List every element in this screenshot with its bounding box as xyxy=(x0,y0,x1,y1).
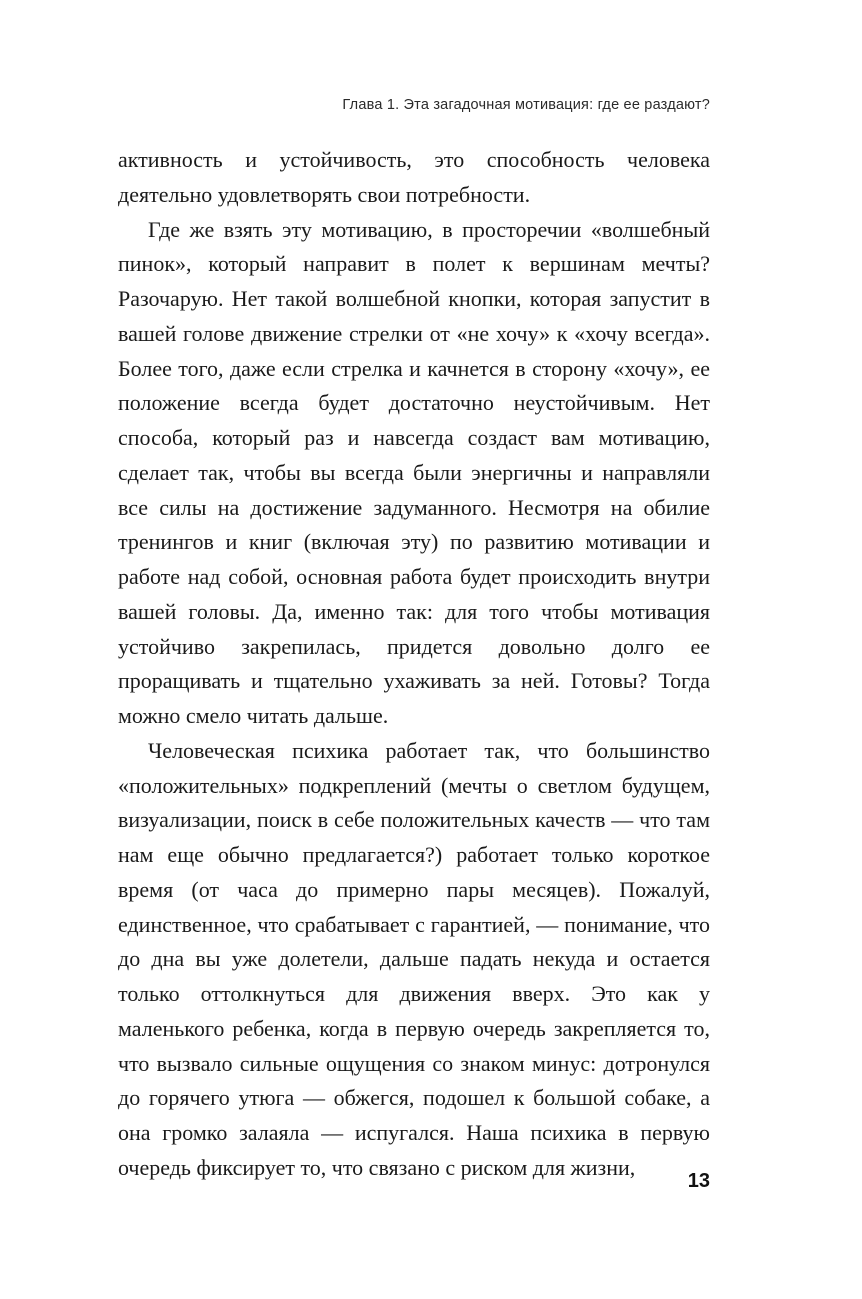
running-header: Глава 1. Эта загадочная мотивация: где ее раздают? xyxy=(342,97,710,113)
paragraph-continuation: активность и устойчивость, это способность человека деятельно удовлетворять свои потребности. xyxy=(118,147,710,207)
page-number: 13 xyxy=(687,1170,710,1192)
body-text xyxy=(118,143,710,1186)
paragraph: Где же взять эту мотивацию, в просторечии «волшебный пинок», который направит в полет к вершинам мечты? Разочарую. Нет такой волшебной кнопки, которая запустит в вашей голове движение стрелки от «не хочу» к «хочу всегда». Более того, даже если стрелка и качнется в сторону «хочу», ее положение всегда будет достаточно неустойчивым. Нет способа, который раз и навсегда создаст вам мотивацию, сделает так, чтобы вы всегда были энергичны и направляли все силы на достижение задуманного. Несмотря на обилие тренингов и книг (включая эту) по развитию мотивации и работе над собой, основная работа будет происходить внутри вашей головы. Да, именно так: для того чтобы мотивация устойчиво закрепилась, придется довольно долго ее проращивать и тщательно ухаживать за ней. Готовы? Тогда можно смело читать дальше. xyxy=(118,216,710,728)
paragraph: Человеческая психика работает так, что большинство «положительных» подкреплений (мечты о светлом будущем, визуализации, поиск в себе положительных качеств — что там нам еще обычно предлагается?) работает только короткое время (от часа до примерно пары месяцев). Пожалуй, единственное, что срабатывает с гарантией, — понимание, что до дна вы уже долетели, дальше падать некуда и остается только оттолкнуться для движения вверх. Это как у маленького ребенка, когда в первую очередь закрепляется то, что вызвало сильные ощущения со знаком минус: дотронулся до горячего утюга — обжегся, подошел к большой собаке, а она громко залаяла — испугался. Наша психика в первую очередь фиксирует то, что связано с риском для жизни, xyxy=(118,737,710,1180)
